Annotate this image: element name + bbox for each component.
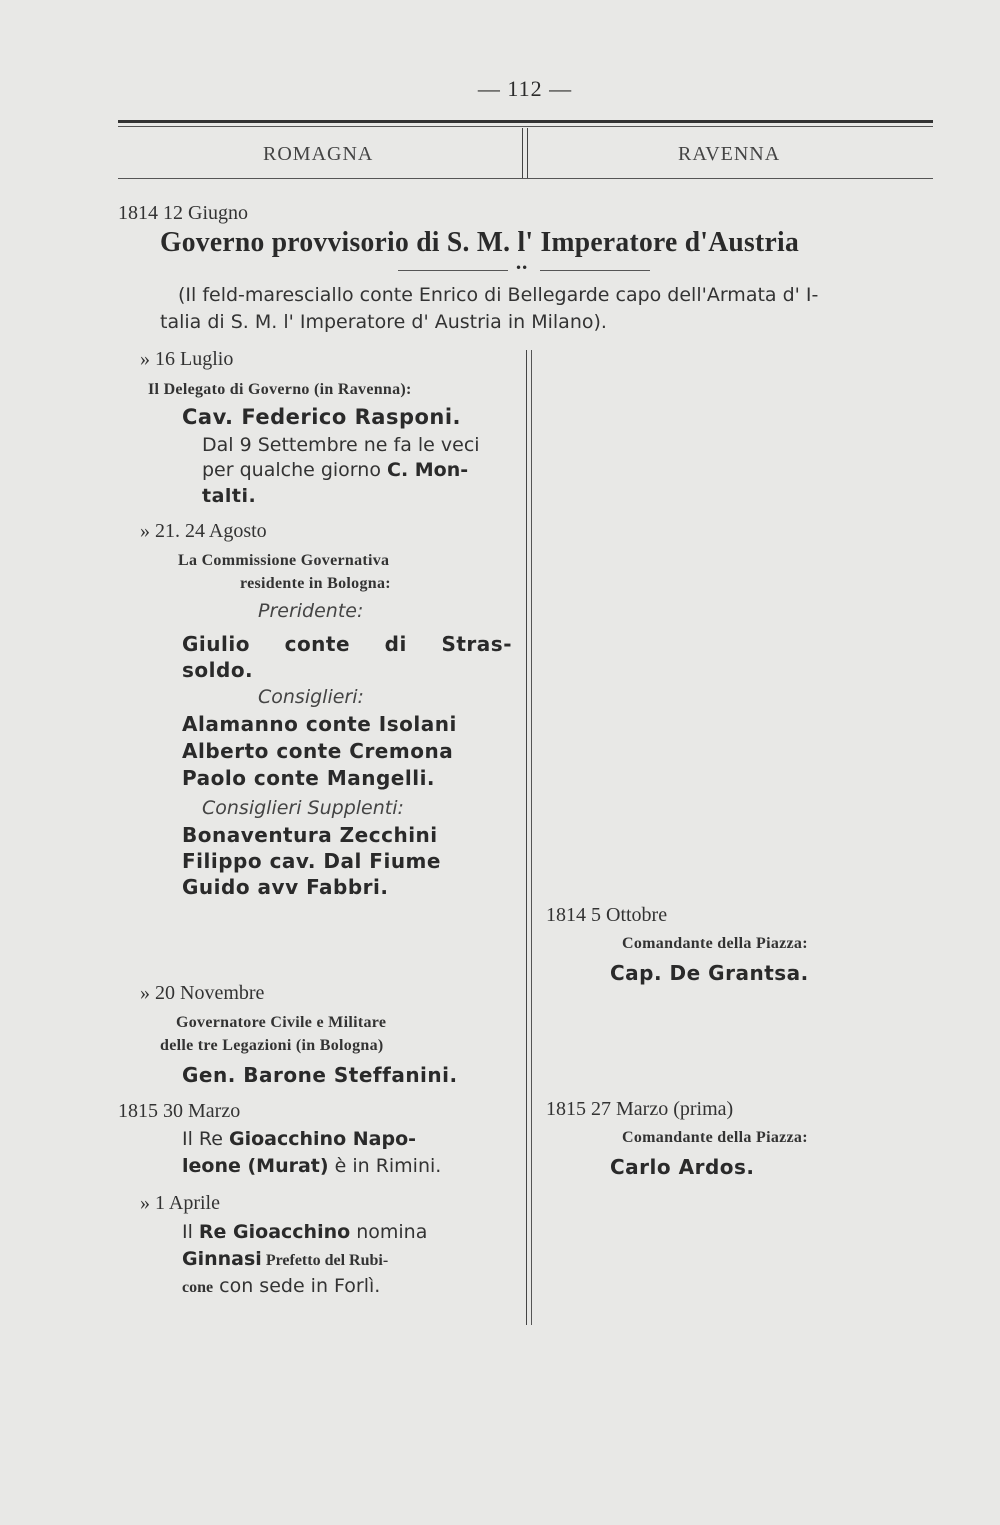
entry-name: Cav. Federico Rasponi.: [182, 405, 462, 429]
entry-text-part: Il Re: [182, 1128, 229, 1150]
entry-date: » 20 Novembre: [140, 982, 265, 1004]
entry-text-part: Il: [182, 1221, 199, 1243]
entry-name-cont: soldo.: [182, 658, 254, 682]
entry-date: » 16 Luglio: [140, 348, 234, 370]
header-column-divider-2: [527, 128, 528, 178]
header-rule-thick: [118, 120, 933, 123]
opening-note-line-1: (Il feld-maresciallo conte Enrico di Bellegarde capo dell'Armata d' I-: [178, 284, 819, 306]
entry-heading: delle tre Legazioni (in Bologna): [160, 1037, 384, 1054]
page-number: — 112 —: [477, 76, 573, 101]
entry-name-inline: Gioacchino Napo-: [229, 1128, 417, 1150]
header-rule-thin: [118, 126, 933, 127]
entry-name-inline: leone (Murat): [182, 1155, 329, 1177]
entry-text-part: cone: [182, 1279, 214, 1296]
entry-text-part: è in Rimini.: [328, 1155, 442, 1177]
substitute-member: Guido avv Fabbri.: [182, 875, 389, 899]
column-divider: [526, 350, 527, 1325]
entry-name-inline: Re Gioacchino: [198, 1221, 351, 1243]
entry-text: [182, 1128, 416, 1150]
role-label: Consiglieri Supplenti:: [202, 797, 404, 819]
entry-date: » 1 Aprile: [140, 1192, 220, 1214]
ornament-line-right: [540, 270, 650, 271]
entry-name-cont: talti.: [202, 485, 257, 507]
entry-text-part: nomina: [350, 1221, 428, 1243]
entry-name: Cap. De Grantsa.: [610, 961, 809, 985]
entry-text: [202, 459, 468, 481]
entry-name: Giulio conte di Stras-: [182, 632, 512, 656]
region-heading-left: ROMAGNA: [263, 143, 374, 165]
region-heading-right: RAVENNA: [678, 143, 781, 165]
entry-text: Dal 9 Settembre ne fa le veci: [202, 434, 480, 456]
entry-name: Carlo Ardos.: [610, 1155, 755, 1179]
column-divider-2: [531, 350, 532, 1325]
entry-name-inline: C. Mon-: [387, 459, 469, 481]
title-ornament: [398, 261, 650, 275]
role-label: Consiglieri:: [258, 686, 364, 708]
entry-name: Gen. Barone Steffanini.: [182, 1063, 458, 1087]
entry-heading: residente in Bologna:: [240, 575, 391, 592]
council-member: Alberto conte Cremona: [182, 739, 454, 763]
entry-text: [182, 1155, 441, 1177]
ornament-line-left: [398, 270, 508, 271]
substitute-member: Filippo cav. Dal Fiume: [182, 849, 441, 873]
entry-text: [182, 1275, 380, 1297]
council-member: Alamanno conte Isolani: [182, 712, 457, 736]
entry-date: 1815 30 Marzo: [118, 1100, 241, 1122]
entry-heading: Comandante della Piazza:: [622, 935, 808, 952]
main-title: Governo provvisorio di S. M. l' Imperatore d'Austria: [160, 226, 800, 258]
entry-text-part: Prefetto del Rubi-: [261, 1252, 389, 1269]
substitute-member: Bonaventura Zecchini: [182, 823, 438, 847]
entry-text-part: per qualche giorno: [202, 459, 387, 481]
opening-note-line-2: talia di S. M. l' Imperatore d' Austria in Milano).: [160, 311, 607, 333]
entry-text: [182, 1221, 427, 1243]
entry-heading: Il Delegato di Governo (in Ravenna):: [148, 381, 412, 398]
entry-heading: Governatore Civile e Militare: [176, 1014, 387, 1031]
entry-date: » 21. 24 Agosto: [140, 520, 267, 542]
ornament-dots: ••: [515, 261, 528, 275]
entry-text: [182, 1248, 388, 1270]
council-member: Paolo conte Mangelli.: [182, 766, 436, 790]
header-bottom-rule: [118, 178, 933, 179]
entry-date: 1815 27 Marzo (prima): [546, 1098, 734, 1120]
entry-heading: Comandante della Piazza:: [622, 1129, 808, 1146]
entry-name-inline: Ginnasi: [182, 1248, 262, 1270]
entry-text-part: con sede in Forlì.: [213, 1275, 381, 1297]
entry-heading: La Commissione Governativa: [178, 552, 390, 569]
header-column-divider: [522, 128, 523, 178]
role-label: Preridente:: [258, 600, 364, 622]
opening-date: 1814 12 Giugno: [118, 202, 248, 224]
entry-date: 1814 5 Ottobre: [546, 904, 668, 926]
